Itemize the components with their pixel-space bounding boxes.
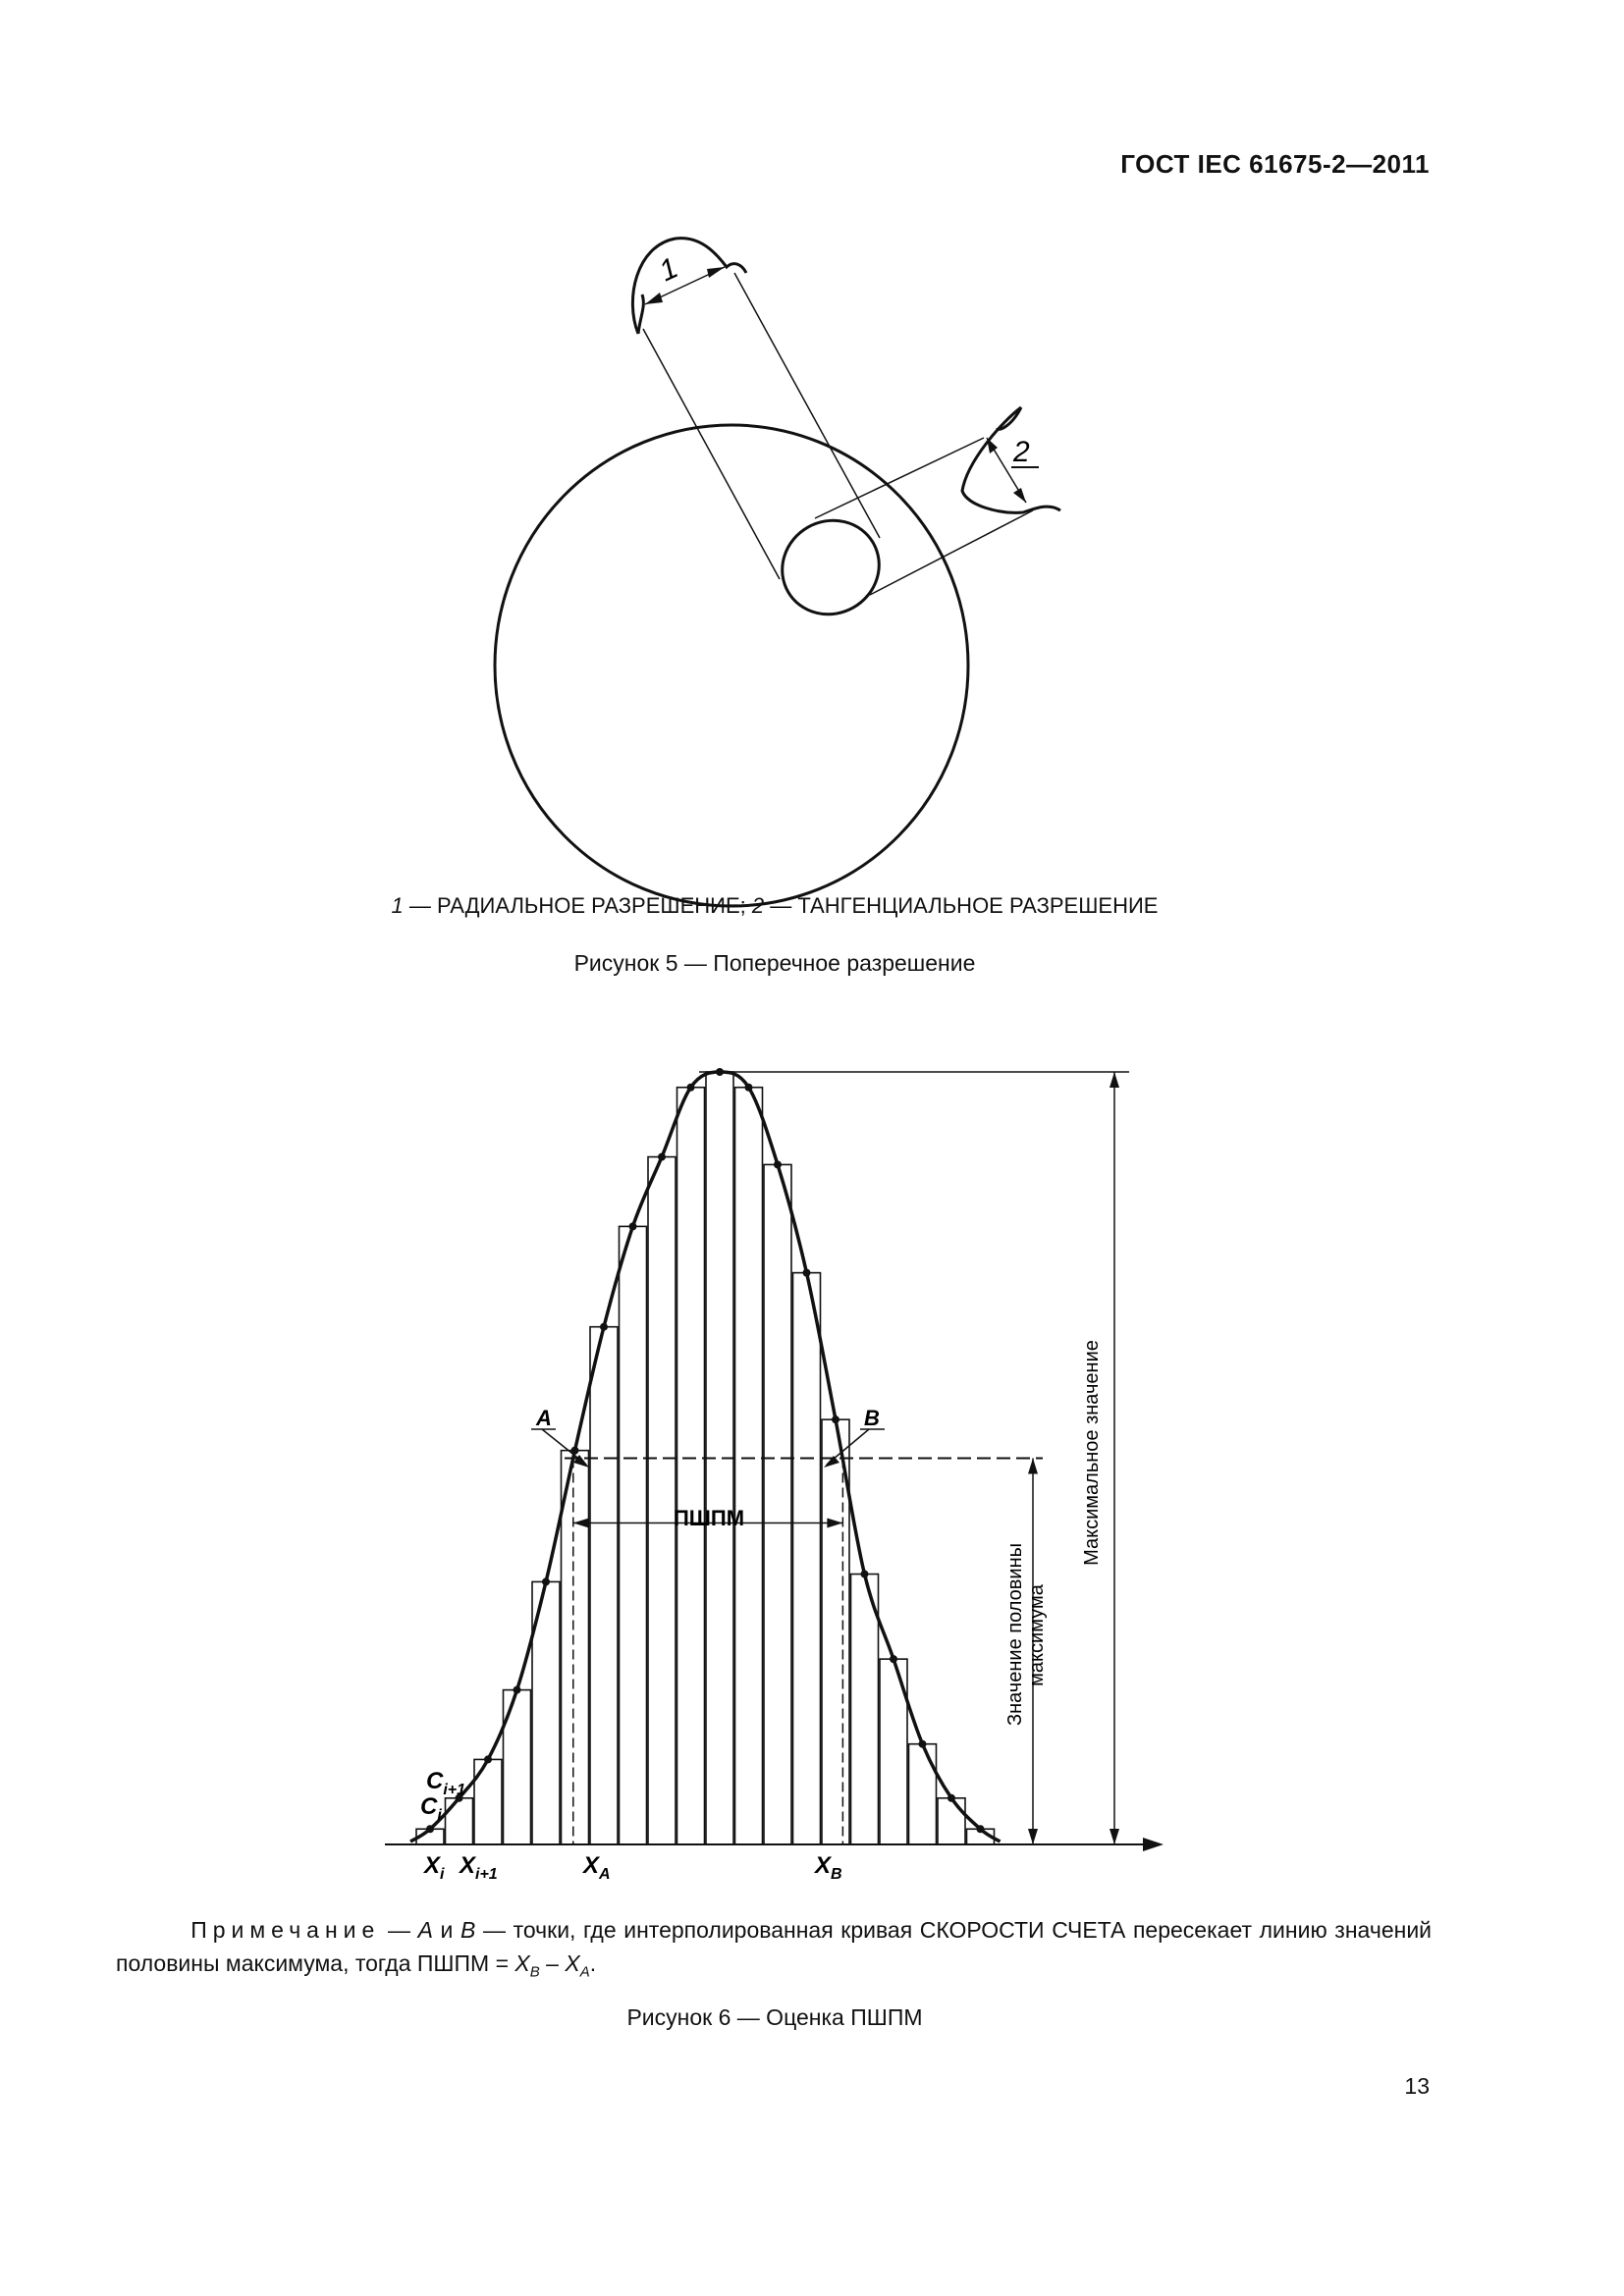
legend-text-2: — ТАНГЕНЦИАЛЬНОЕ РАЗРЕШЕНИЕ [764, 893, 1159, 918]
histogram-bar [590, 1327, 618, 1844]
curve-sample-point [600, 1323, 608, 1331]
point-a-label: A [536, 1406, 552, 1430]
x-i1-label: $X_{i+1}$ [460, 1852, 498, 1883]
arrowhead [573, 1519, 589, 1528]
curve-sample-point [803, 1269, 811, 1277]
histogram-bar [851, 1575, 879, 1844]
histogram-bar [648, 1157, 676, 1844]
histogram-bar [446, 1798, 473, 1844]
curve-sample-point [832, 1415, 839, 1423]
point-b-label: B [864, 1406, 880, 1430]
figure-6-caption: Рисунок 6 — Оценка ПШПМ [626, 2004, 923, 2030]
arrowhead [827, 1519, 842, 1528]
x-b-label: $X_B$ [815, 1852, 842, 1883]
histogram-bar [764, 1164, 791, 1844]
x-a-label: $X_A$ [583, 1852, 611, 1883]
arrowhead [1110, 1072, 1119, 1088]
histogram-bar [938, 1798, 965, 1844]
figure-5-caption: Рисунок 5 — Поперечное разрешение [573, 950, 976, 976]
histogram-bar [677, 1088, 705, 1844]
histogram-bar [909, 1744, 937, 1844]
arrowhead [1110, 1829, 1119, 1844]
legend-num-1: 1 [391, 893, 404, 918]
curve-sample-point [745, 1084, 753, 1092]
curve-sample-point [890, 1655, 897, 1663]
histogram-bar [562, 1451, 589, 1844]
curve-sample-point [658, 1153, 666, 1161]
half-max-label-1: Значение половины [1004, 1543, 1026, 1726]
page-number: 13 [1404, 2073, 1430, 2099]
curve-sample-point [514, 1686, 521, 1694]
legend-text-1: — РАДИАЛЬНОЕ РАЗРЕШЕНИЕ; [403, 893, 752, 918]
curve-sample-point [687, 1084, 695, 1092]
curve-sample-point [919, 1740, 927, 1748]
c-i-label: $C_i$ [420, 1793, 442, 1824]
label-2: 2 [1013, 436, 1030, 468]
legend-num-2: 2 [751, 893, 765, 918]
x-axis-arrowhead [1143, 1838, 1164, 1851]
half-max-label-2: максимума [1026, 1584, 1048, 1686]
arrowhead [1028, 1829, 1038, 1844]
histogram-bar [793, 1273, 821, 1844]
max-label: Максимальное значение [1081, 1340, 1103, 1566]
histogram-bar [735, 1088, 763, 1844]
arrowhead [1028, 1459, 1038, 1474]
curve-sample-point [426, 1825, 434, 1833]
curve-sample-point [947, 1794, 955, 1802]
curve-sample-point [542, 1577, 550, 1585]
curve-sample-point [629, 1222, 637, 1230]
fwhm-label: ПШПМ [673, 1506, 745, 1530]
curve-sample-point [484, 1755, 492, 1763]
document-header: ГОСТ IEC 61675-2—2011 [1120, 149, 1430, 179]
histogram-bar [620, 1226, 647, 1844]
note-prefix: Примечание [190, 1917, 381, 1943]
histogram-bar [822, 1419, 849, 1844]
c-i1-label: $C_{i+1}$ [426, 1768, 466, 1798]
label-1: 1 [654, 251, 683, 289]
curve-sample-point [774, 1160, 782, 1168]
curve-sample-point [861, 1571, 869, 1578]
note-text: — точки, где интерполированная кривая СКОРОСТИ СЧЕТА пересекает линию значений половины максимума, тогда ПШПМ = [116, 1917, 1433, 1976]
figure-6-note: Примечание — A и B — точки, где интерполированная кривая СКОРОСТИ СЧЕТА пересекает линию значений половины максимума, тогда ПШПМ = $X_B - X_A$. [116, 1917, 1433, 1981]
curve-sample-point [977, 1825, 985, 1833]
x-i-label: $X_i$ [424, 1852, 445, 1883]
